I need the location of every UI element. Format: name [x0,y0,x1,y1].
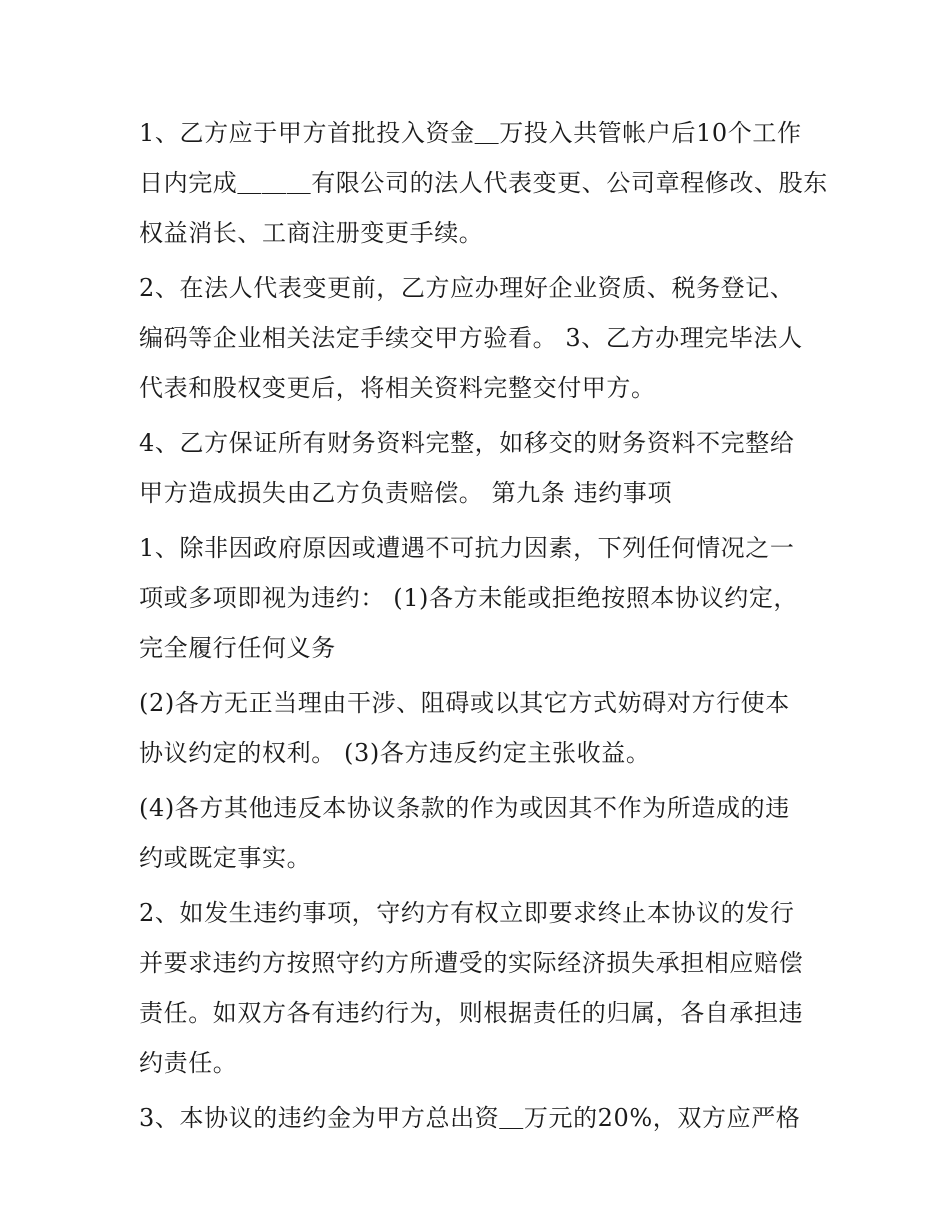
text-line: 代表和股权变更后，将相关资料完整交付甲方。 [139,374,656,403]
text-line: 3、本协议的违约金为甲方总出资＿万元的20%，双方应严格 [139,1104,801,1133]
text-line: 并要求违约方按照守约方所遭受的实际经济损失承担相应赔偿 [139,949,804,977]
text-line: 编码等企业相关法定手续交甲方验看。 3、乙方办理完毕法人 [139,324,803,353]
text-line: (4)各方其他违反本协议条款的作为或因其不作为所造成的违 [139,793,790,822]
text-line: 约责任。 [139,1049,238,1078]
text-line: 甲方造成损失由乙方负责赔偿。 第九条 违约事项 [139,479,673,508]
text-line: 1、除非因政府原因或遭遇不可抗力因素，下列任何情况之一 [139,534,795,562]
text-line: 协议约定的权利。 (3)各方违反约定主张收益。 [139,739,651,768]
clause-paragraph [139,1093,829,1143]
text-line: 2、在法人代表变更前，乙方应办理好企业资质、税务登记、 [139,274,795,303]
text-line: 项或多项即视为违约： (1)各方未能或拒绝按照本协议约定， [139,584,799,613]
clause-paragraph [139,108,829,259]
text-line: 日内完成＿＿＿有限公司的法人代表变更、公司章程修改、股东 [139,169,828,198]
clause-paragraph [139,888,829,1089]
text-line: 4、乙方保证所有财务资料完整，如移交的财务资料不完整给 [139,429,795,458]
clause-paragraph [139,523,829,674]
clause-paragraph [139,418,829,518]
text-line: 约或既定事实。 [139,844,312,873]
text-line: 责任。如双方各有违约行为，则根据责任的归属，各自承担违 [139,999,804,1028]
text-line: 权益消长、工商注册变更手续。 [139,219,484,248]
text-line: 1、乙方应于甲方首批投入资金＿万投入共管帐户后10个工作 [139,119,802,147]
clause-paragraph [139,783,829,883]
text-line: 2、如发生违约事项，守约方有权立即要求终止本协议的发行 [139,898,795,927]
clause-paragraph [139,678,829,778]
clause-paragraph [139,263,829,414]
text-line: 完全履行任何义务 [139,634,336,663]
text-line: (2)各方无正当理由干涉、阻碍或以其它方式妨碍对方行使本 [139,689,790,718]
document-body [139,108,829,1148]
